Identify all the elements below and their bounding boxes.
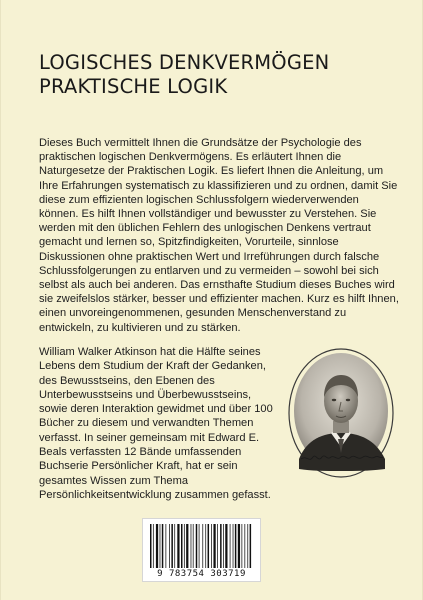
barcode-bar [181,524,183,568]
isbn-barcode [142,518,261,582]
barcode-bar [244,524,245,568]
barcode-bar [199,524,200,568]
barcode-bar [171,524,173,568]
barcode-bar [230,524,231,568]
barcode-bar [217,524,218,568]
author-portrait [287,347,395,479]
barcode-bar [186,524,188,568]
barcode-bar [174,524,175,568]
barcode-bar [235,524,237,568]
barcode-bar [213,524,215,568]
barcode-bar [238,524,240,568]
barcode-bar [250,524,252,568]
barcode-bar [223,524,224,568]
author-portrait-image [287,347,395,479]
barcode-bar [208,524,210,568]
barcode-bar [242,524,243,568]
barcode-bar [211,524,212,568]
isbn-number: 9 783754 303719 [157,569,246,579]
barcode-bar [160,524,161,568]
barcode-bar [162,524,164,568]
barcode-bar [225,524,227,568]
barcode-bar [202,524,203,568]
barcode-bar [169,524,170,568]
barcode-bar [220,524,222,568]
barcode-bar [156,524,158,568]
barcode-bar [166,524,167,568]
barcode-bar [196,524,198,568]
barcode-bar [153,524,154,568]
barcode-bar [184,524,185,568]
barcode-bar [247,524,248,568]
author-biography: William Walker Atkinson hat die Hälfte seines Lebens dem Studium der Kraft der Gedanken, des Bewusstseins, den Ebenen des Unterbewusstseins und Überbewusstseins, sowie deren Interaktion gewidmet und über 100 Bücher zu diesem und verwandten Themen verfasst. In seiner gemeinsam mit Edward E. Beals verfassten 12 Bände umfassenden Buchserie Persönlicher Kraft, hat er sein gesamtes Wissen zum Thema Persönlichkeitsentwicklung zusammen gefasst. [39,346,273,501]
book-title [39,51,329,99]
barcode-bar [177,524,179,568]
barcode-bar [205,524,206,568]
barcode-bar [191,524,192,568]
barcode-bars [149,524,256,568]
barcode-bar [193,524,194,568]
book-title-line-1: LOGISCHES DENKVERMÖGEN [39,51,330,74]
barcode-bar [150,524,152,568]
barcode-bar [233,524,234,568]
book-description: Dieses Buch vermittelt Ihnen die Grundsätze der Psychologie des praktischen logischen Denkvermögens. Es erläutert Ihnen die Naturgesetze der Praktischen Logik. Es liefert Ihnen die Anleitung, um Ihre Erfahrungen systematisch zu klassifizieren und zu ordnen, damit Sie diese zum effizienten logischen Schlussfolgern wiederverwenden können. Es hilft Ihnen vollständiger und bewusster zu Verstehen. Sie werden mit den üblichen Fehlern des unlogischen Denkens vertraut gemacht und lernen so, Spitzfindigkeiten, Vorurteile, sinnlose Diskussionen ohne praktischen Wert und Irreführungen durch falsche Schlussfolgerungen zu entlarven und zu vermeiden – sowohl bei sich selbst als auch bei anderen. Das ernsthafte Studium dieses Buches wird sie zweifelslos stärker, besser und effizienter machen. Kurz es hilft Ihnen, einen unvoreingenommenen, gesunden Menschenverstand zu entwickeln, zu kultivieren und zu stärken. [39,137,399,334]
book-title-line-2: PRAKTISCHE LOGIK [39,75,228,98]
